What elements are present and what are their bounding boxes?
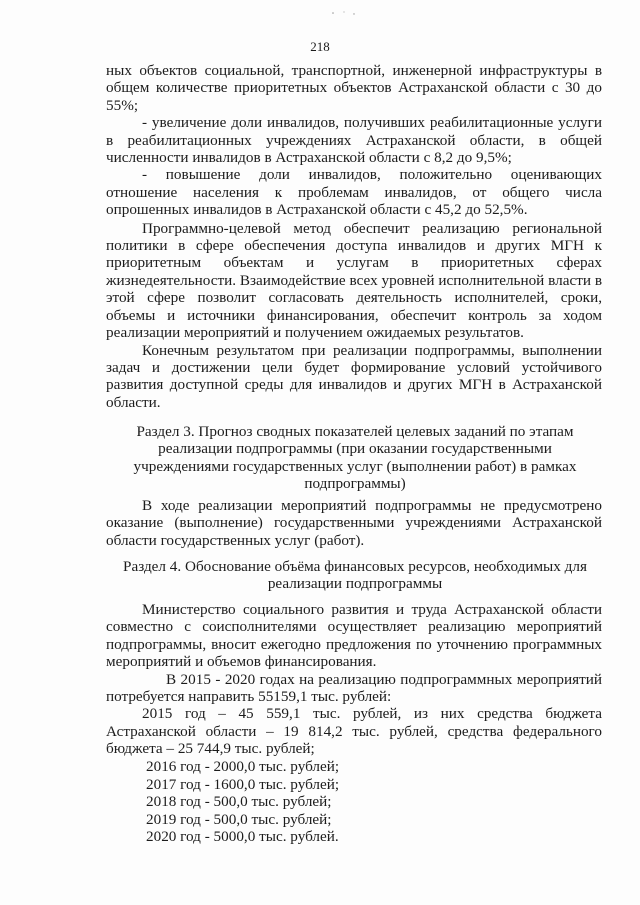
section-4-heading-text: Раздел 4. Обоснование объёма финансовых ресурсов, необходимых для реализации подпрограммы xyxy=(123,558,587,593)
paragraph-final-result: Конечным результатом при реализации подпрограммы, выполнении задач и достижении цели будет формирование условий устойчивого развития доступной среды для инвалидов и других МГН в Астраханской области. xyxy=(106,341,602,411)
paragraph-continuation: ных объектов социальной, транспортной, инженерной инфраструктуры в общем количестве приоритетных объектов Астраханской области с 30 до 55%; xyxy=(106,62,602,114)
section-3-heading xyxy=(110,423,600,493)
section-3-body xyxy=(106,497,602,549)
section-3-heading-text: Раздел 3. Прогноз сводных показателей целевых заданий по этапам реализации подпрограммы (при оказании государственными учреждениями государственных услуг (выполнении работ) в рамках подпрограммы) xyxy=(133,423,577,493)
paragraph-program-method: Программно-целевой метод обеспечит реализацию региональной политики в сфере обеспечения доступа инвалидов и других МГН к приоритетным объектам и услугам в приоритетных сферах жизнедеятельности. Взаимодействие всех уровней исполнительной власти в этой сфере позволит согласовать деятельность исполнителей, сроки, объемы и источники финансирования, обеспечит контроль за ходом реализации мероприятий и получением ожидаемых результатов. xyxy=(106,219,602,342)
scan-specks xyxy=(330,10,360,16)
year-funding-list xyxy=(146,758,339,846)
section-4-paragraph-2015: 2015 год – 45 559,1 тыс. рублей, из них средства бюджета Астраханской области – 19 814,2 тыс. рублей, средства федерального бюджета – 25 744,9 тыс. рублей; xyxy=(106,705,602,758)
section-4-paragraph-total: В 2015 - 2020 годах на реализацию подпрограммных мероприятий потребуется направить 55159,1 тыс. рублей: xyxy=(106,670,602,706)
year-funding-item: 2017 год - 1600,0 тыс. рублей; xyxy=(146,775,340,793)
year-funding-item: 2019 год - 500,0 тыс. рублей; xyxy=(146,810,332,828)
section-4-heading xyxy=(110,558,600,593)
section-4-body xyxy=(106,601,602,758)
section-3-paragraph: В ходе реализации мероприятий подпрограммы не предусмотрено оказание (выполнение) государственными учреждениями Астраханской области государственных услуг (работ). xyxy=(106,497,602,549)
section-4-paragraph-ministry: Министерство социального развития и труда Астраханской области совместно с соисполнителями осуществляет реализацию мероприятий подпрограммы, вносит ежегодно предложения по уточнению программных мероприятий и объемов финансирования. xyxy=(106,601,602,671)
paragraph-positive-attitude: - повышение доли инвалидов, положительно оценивающих отношение населения к проблемам инвалидов, от общего числа опрошенных инвалидов в Астраханской области с 45,2 до 52,5%. xyxy=(106,166,602,219)
year-funding-item: 2018 год - 500,0 тыс. рублей; xyxy=(146,793,332,811)
year-funding-item: 2016 год - 2000,0 тыс. рублей; xyxy=(146,758,340,775)
year-funding-item: 2020 год - 5000,0 тыс. рублей. xyxy=(146,828,339,846)
page-number: 218 xyxy=(310,39,330,54)
body-text-top xyxy=(106,62,602,411)
paragraph-rehab-share: - увеличение доли инвалидов, получивших реабилитационные услуги в реабилитационных учреждениях Астраханской области, в общей численности инвалидов в Астраханской области с 8,2 до 9,5%; xyxy=(106,114,602,167)
